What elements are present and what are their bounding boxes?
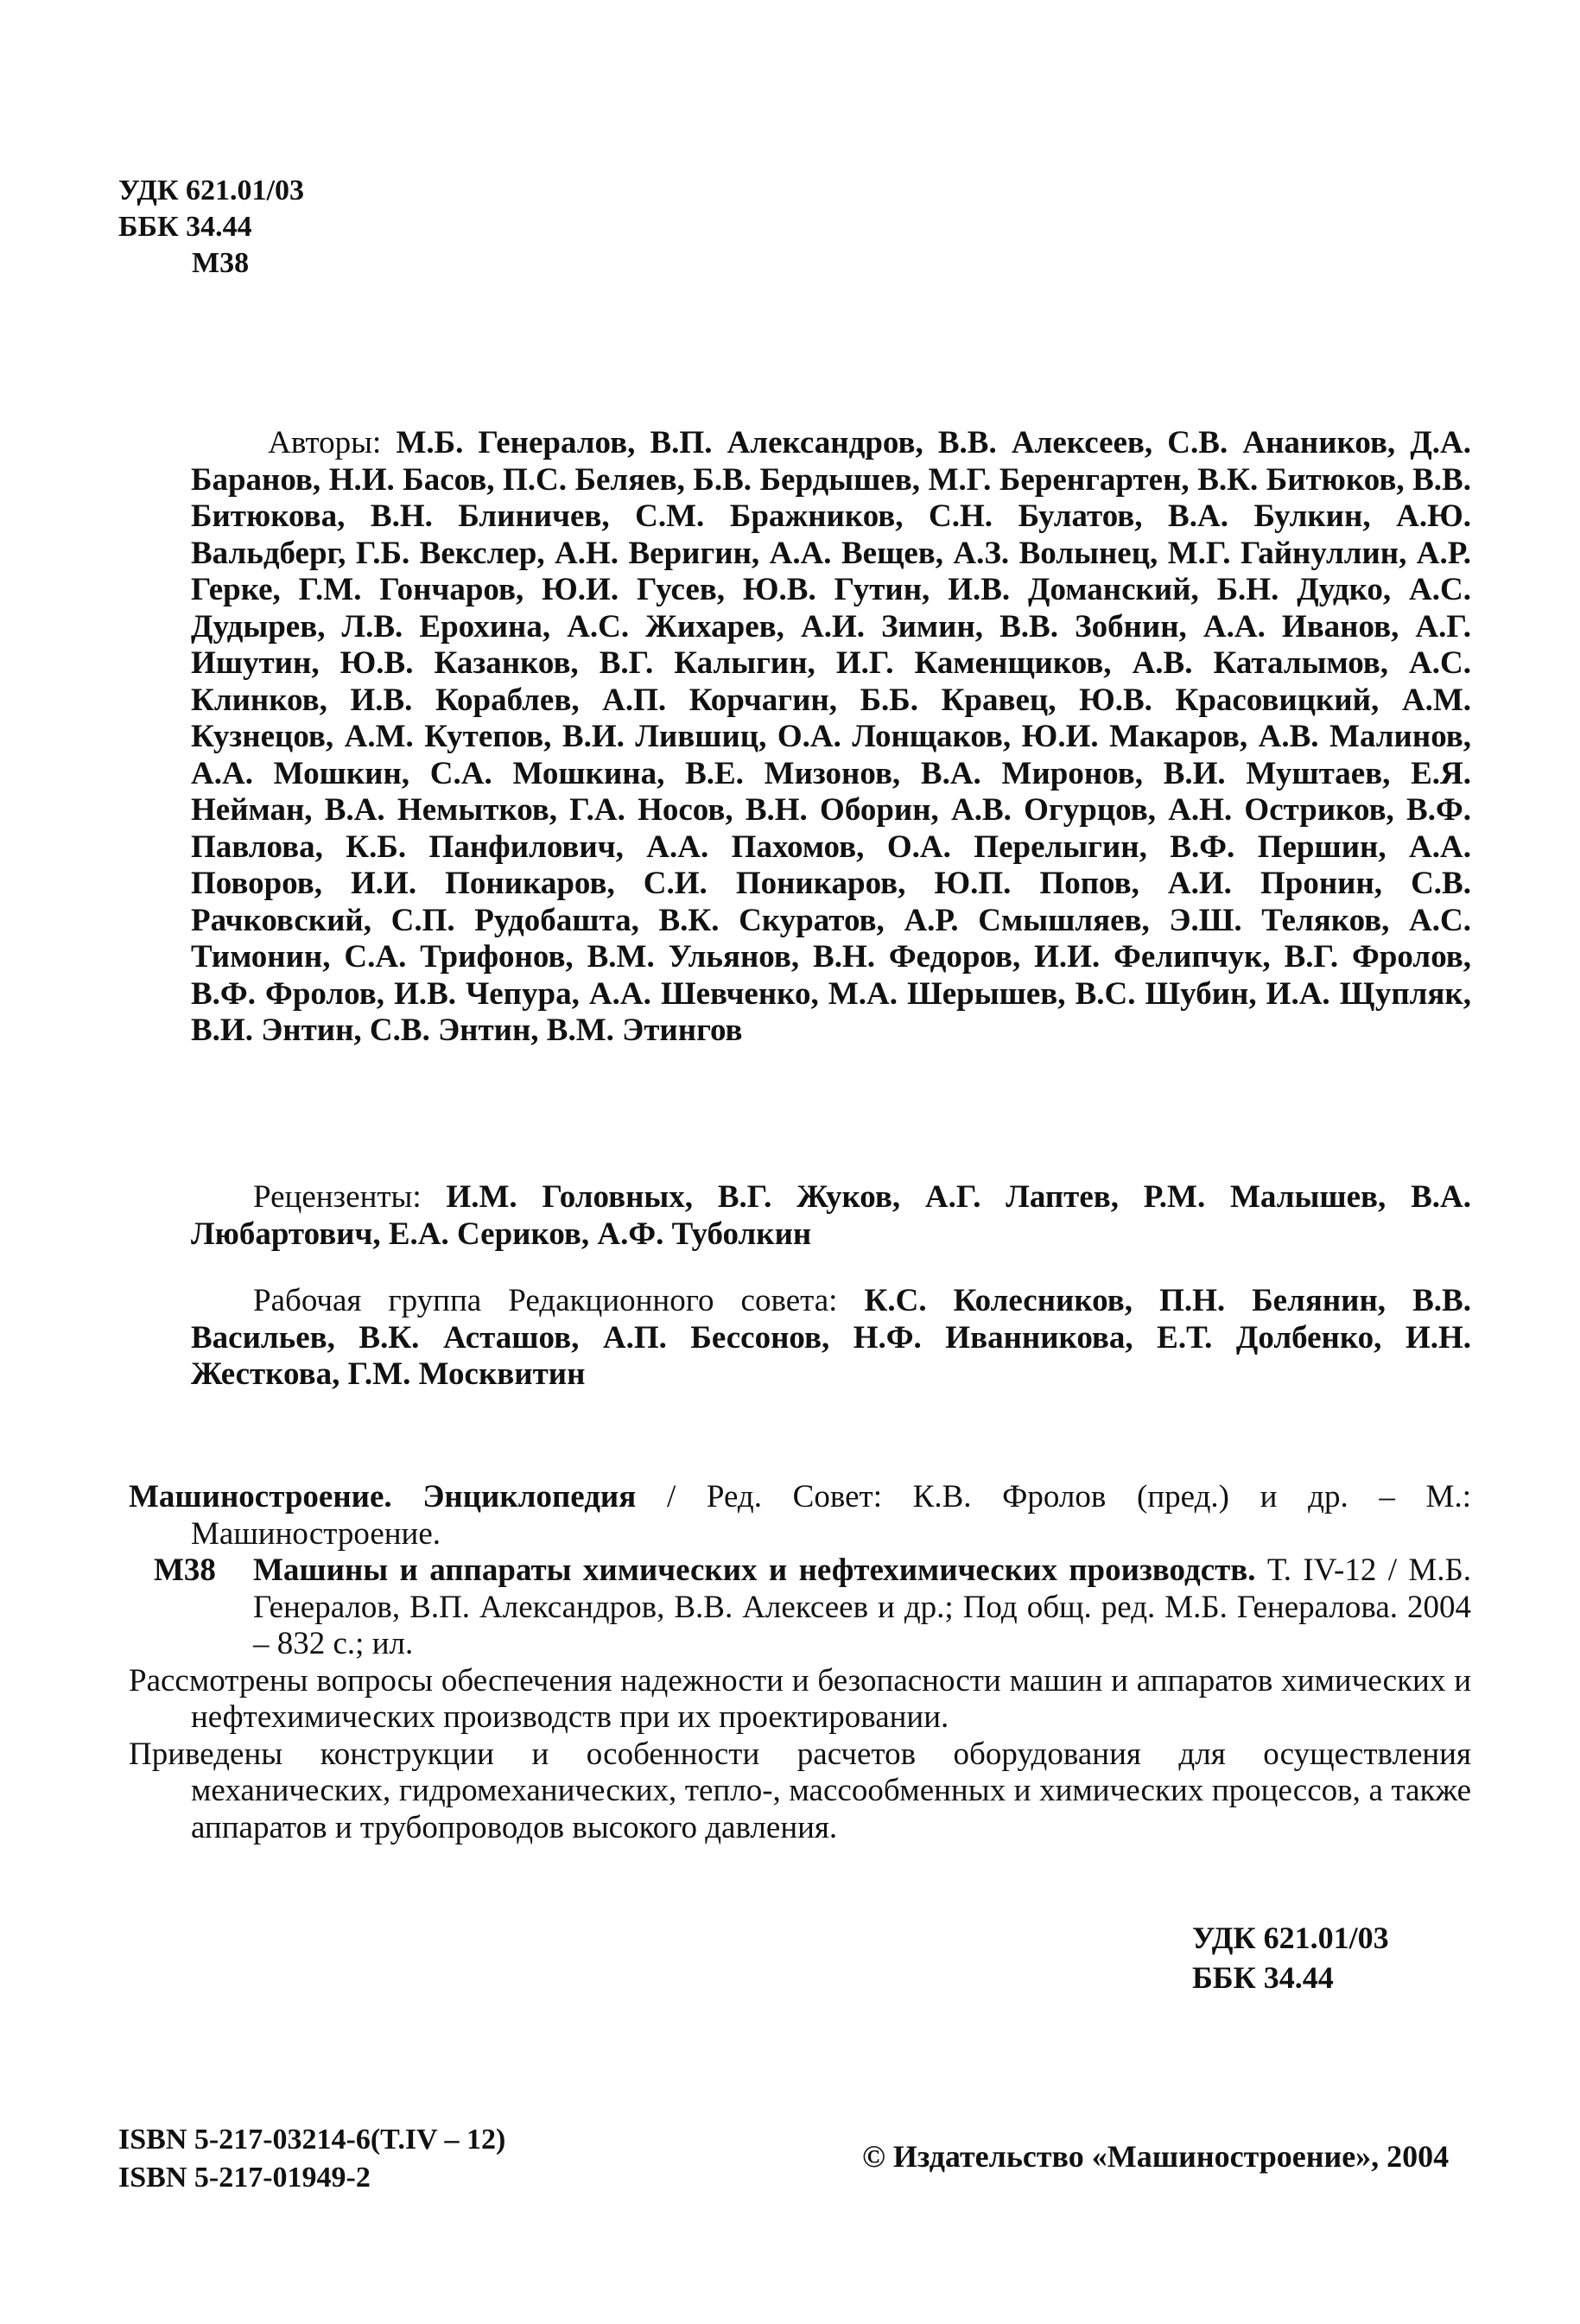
- bbk-code-bottom: ББК 34.44: [1192, 1960, 1334, 1995]
- reviewers-section: [191, 1179, 1471, 1253]
- volume-details: Т. IV-12 / М.Б. Генералов, В.П. Александров, В.В. Алексеев и др.; Под общ. ред. М.Б. Генералова. 2004 – 832 с.; ил.: [253, 1553, 1472, 1661]
- isbn-volume: ISBN 5-217-03214-6(T.IV – 12): [118, 2124, 506, 2156]
- working-group-label: Рабочая группа Редакционного совета:: [253, 1283, 838, 1318]
- volume-title: Машины и аппараты химических и нефтехимических производств.: [253, 1553, 1256, 1588]
- author-mark-margin: М38: [154, 1553, 216, 1588]
- working-group-list: К.С. Колесников, П.Н. Белянин, В.В. Васильев, В.К. Асташов, А.П. Бессонов, Н.Ф. Иванникова, Е.Т. Долбенко, И.Н. Жесткова, Г.М. Москвитин: [191, 1283, 1471, 1392]
- volume-entry: [191, 1553, 1471, 1663]
- udk-code: УДК 621.01/03: [118, 175, 305, 206]
- copyright-notice: © Издательство «Машиностроение», 2004: [862, 2139, 1450, 2174]
- udk-code-bottom: УДК 621.01/03: [1192, 1921, 1389, 1955]
- isbn-series: ISBN 5-217-01949-2: [118, 2162, 371, 2194]
- classification-header: [118, 173, 304, 282]
- classification-footer: [1192, 1918, 1389, 1997]
- authors-list: М.Б. Генералов, В.П. Александров, В.В. Алексеев, С.В. Анаников, Д.А. Баранов, Н.И. Басов, П.С. Беляев, Б.В. Бердышев, М.Г. Беренгартен, В.К. Битюков, В.В. Битюкова, В.Н. Блиничев, С.М. Бражников, С.Н. Булатов, В.А. Булкин, А.Ю. Вальдберг, Г.Б. Векслер, А.Н. Веригин, А.А. Вещев, А.З. Волынец, М.Г. Гайнуллин, А.Р. Герке, Г.М. Гончаров, Ю.И. Гусев, Ю.В. Гутин, И.В. Доманский, Б.Н. Дудко, А.С. Дудырев, Л.В. Ерохина, А.С. Жихарев, А.И. Зимин, В.В. Зобнин, А.А. Иванов, А.Г. Ишутин, Ю.В. Казанков, В.Г. Калыгин, И.Г. Каменщиков, А.В. Каталымов, А.С. Клинков, И.В. Кораблев, А.П. Корчагин, Б.Б. Кравец, Ю.В. Красовицкий, А.М. Кузнецов, А.М. Кутепов, В.И. Лившиц, О.А. Лонщаков, Ю.И. Макаров, А.В. Малинов, А.А. Мошкин, С.А. Мошкина, В.Е. Мизонов, В.А. Миронов, В.И. Муштаев, Е.Я. Нейман, В.А. Немытков, Г.А. Носов, В.Н. Оборин, А.В. Огурцов, А.Н. Остриков, В.Ф. Павлова, К.Б. Панфилович, А.А. Пахомов, О.А. Перелыгин, В.Ф. Першин, А.А. Поворов, И.И. Поникаров, С.И. Поникаров, Ю.П. Попов, А.И. Пронин, С.В. Рачковский, С.П. Рудобашта, В.К. Скуратов, А.Р. Смышляев, Э.Ш. Теляков, А.С. Тимонин, С.А. Трифонов, В.М. Ульянов, В.Н. Федоров, И.И. Фелипчук, В.Г. Фролов, В.Ф. Фролов, И.В. Чепура, А.А. Шевченко, М.А. Шерышев, В.С. Шубин, И.А. Щупляк, В.И. Энтин, С.В. Энтин, В.М. Этингов: [191, 425, 1472, 1048]
- working-group-section: [191, 1283, 1471, 1394]
- authors-section: [191, 425, 1471, 1050]
- isbn-block: [118, 2121, 505, 2197]
- series-entry: [129, 1479, 1471, 1553]
- abstract-paragraph-2: Приведены конструкции и особенности расчетов оборудования для осуществления механических, гидромеханических, тепло-, массообменных и химических процессов, а также аппаратов и трубопроводов высокого давления.: [129, 1736, 1471, 1845]
- series-title: Машиностроение. Энциклопедия: [129, 1479, 637, 1514]
- abstract-paragraph-1: Рассмотрены вопросы обеспечения надежности и безопасности машин и аппаратов химических и нефтехимических производств при их проектировании.: [129, 1662, 1471, 1735]
- bbk-code: ББК 34.44: [118, 211, 252, 243]
- author-mark: М38: [192, 247, 250, 279]
- reviewers-label: Рецензенты:: [253, 1179, 422, 1215]
- reviewers-list: И.М. Головных, В.Г. Жуков, А.Г. Лаптев, Р.М. Малышев, В.А. Любартович, Е.А. Сериков, А.Ф. Туболкин: [191, 1179, 1471, 1252]
- series-details: / Ред. Совет: К.В. Фролов (пред.) и др. – М.: Машиностроение.: [191, 1479, 1471, 1552]
- authors-label: Авторы:: [268, 425, 382, 460]
